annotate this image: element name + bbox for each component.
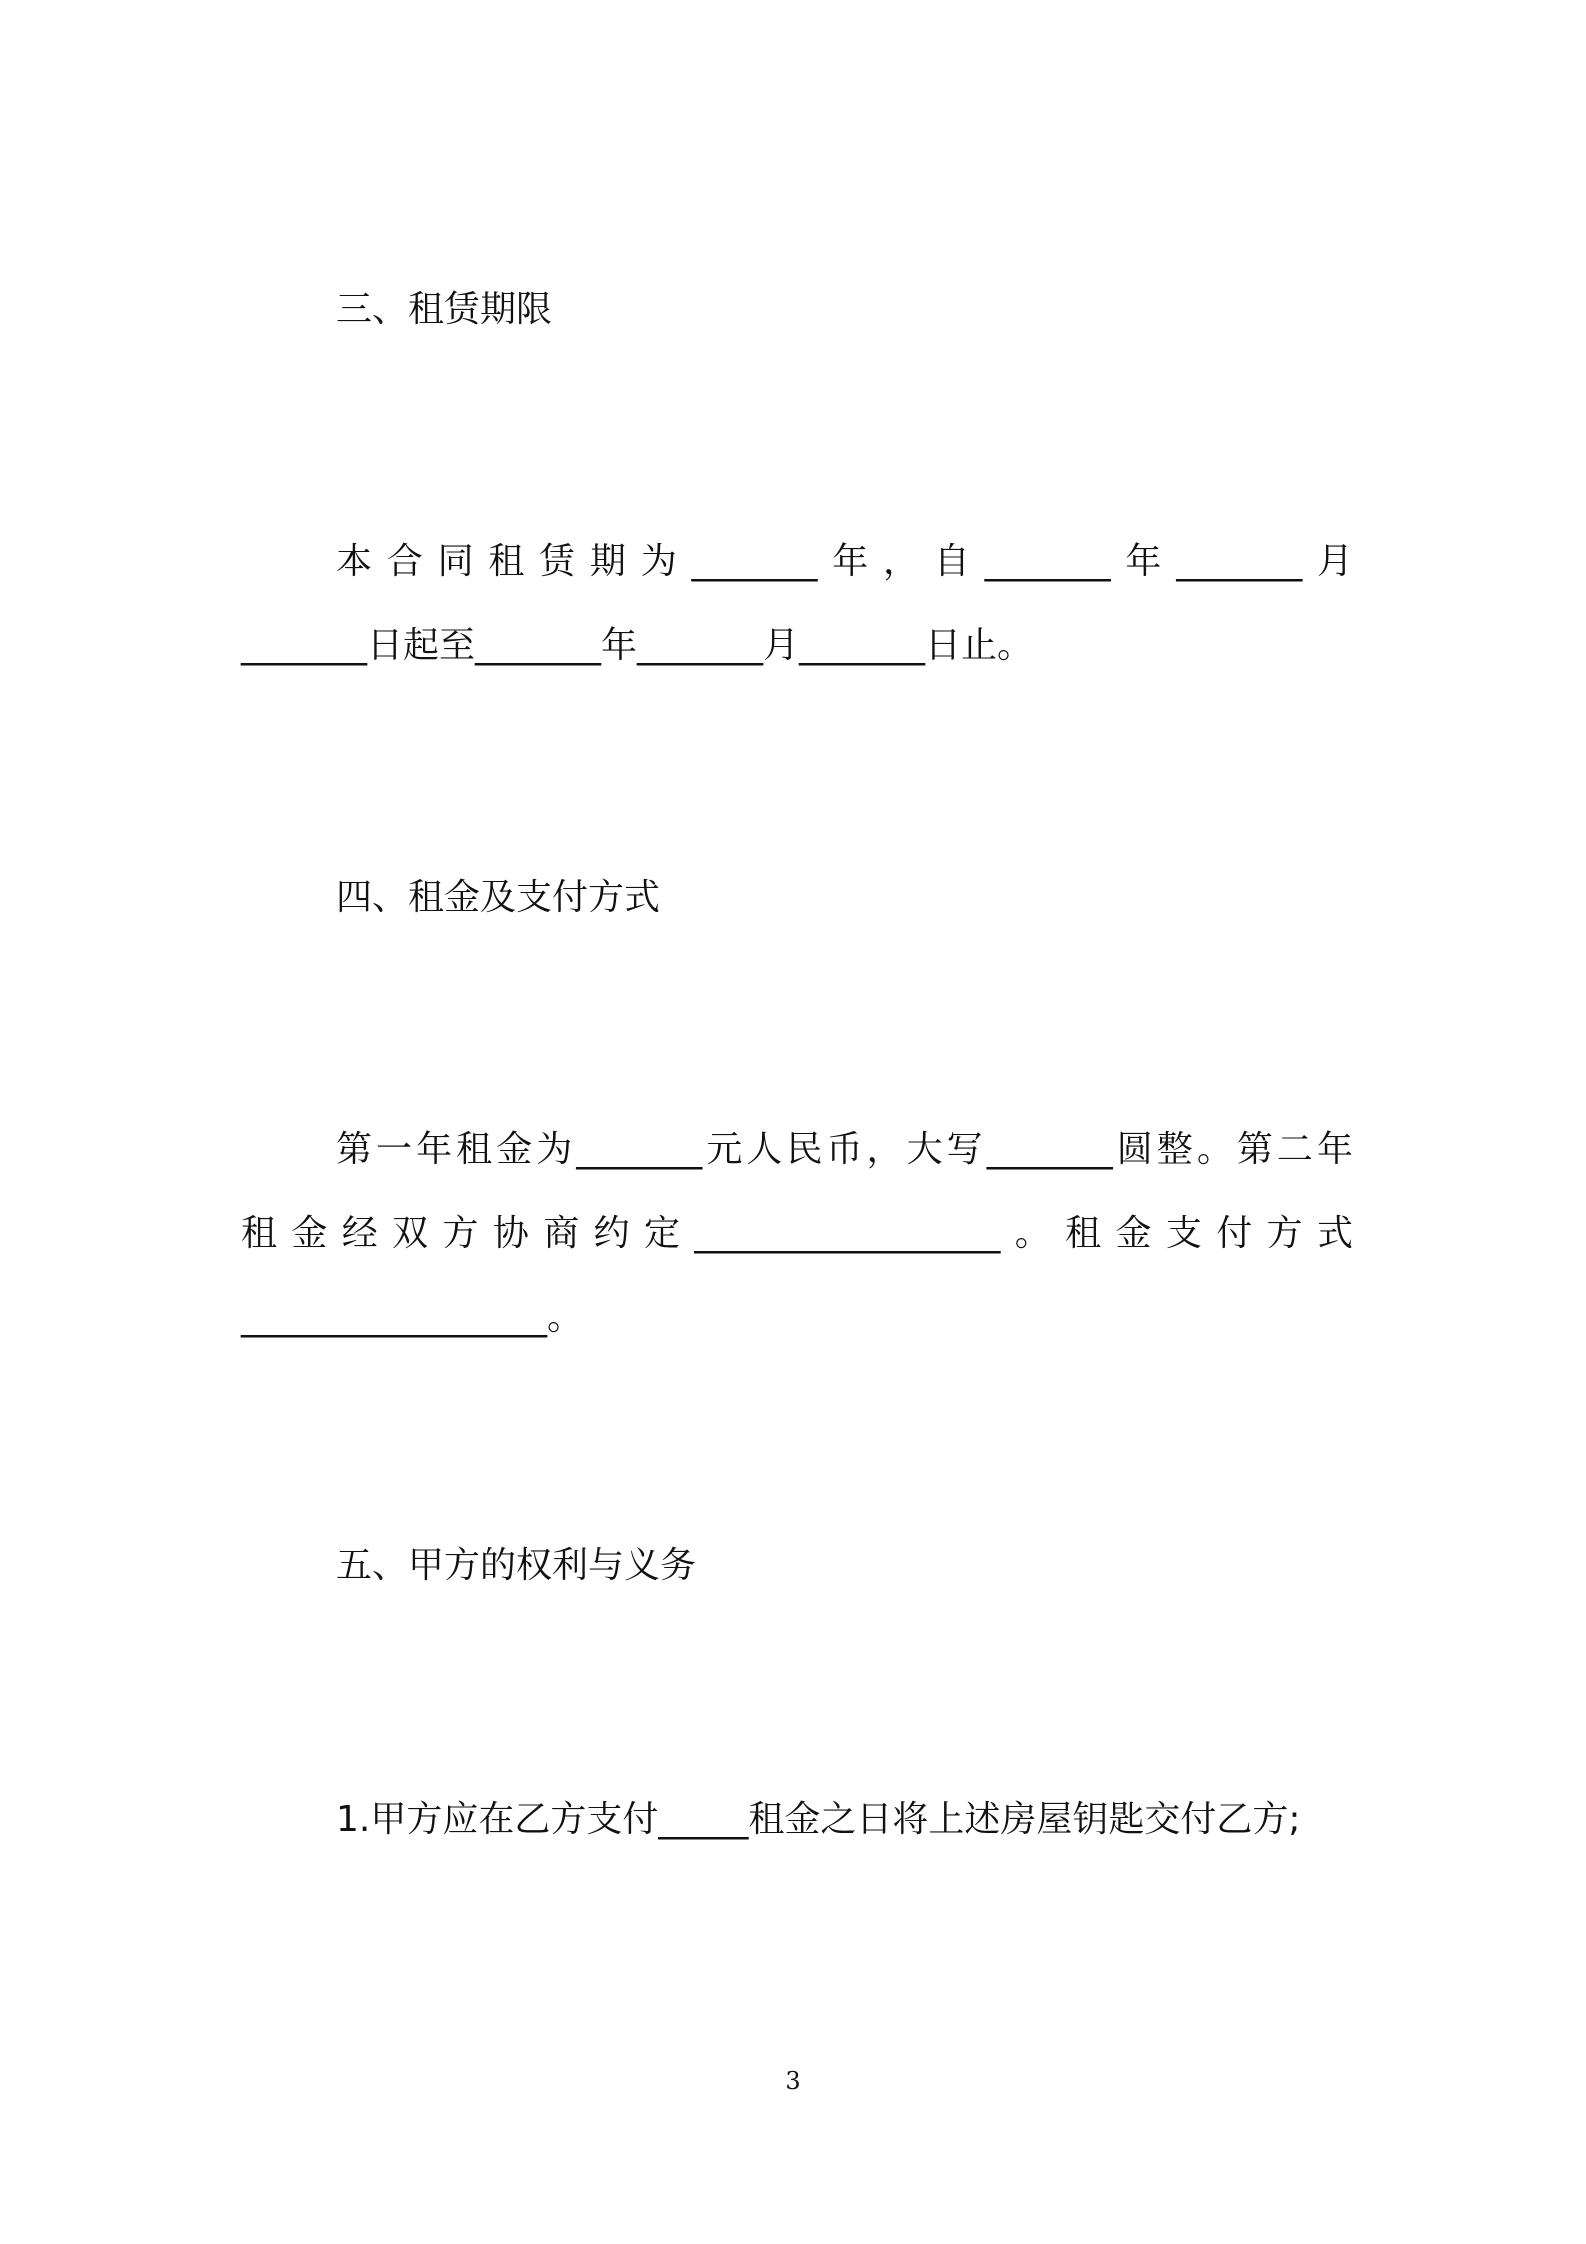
section-heading-party-a-rights: 五、甲方的权利与义务 [336,1545,697,1586]
list-item-party-a-obligation-1: 1.甲方应在乙方支付_____租金之日将上述房屋钥匙交付乙方; [336,1799,1301,1840]
paragraph-lease-term-line-2: _______日起至_______年_______月_______日止。 [241,625,1034,666]
paragraph-rent-line-3: _________________。 [241,1297,583,1338]
paragraph-rent-line-2: 租金经双方协商约定_________________。租金支付方式 [241,1213,1353,1254]
page-number: 3 [785,2067,801,2095]
paragraph-rent-line-1: 第一年租金为_______元人民币，大写_______圆整。第二年 [336,1129,1353,1170]
paragraph-lease-term-line-1: 本合同租赁期为_______年，自_______年_______月 [336,541,1353,582]
section-heading-rent-payment: 四、租金及支付方式 [336,877,661,918]
section-heading-lease-term: 三、租赁期限 [336,289,553,330]
